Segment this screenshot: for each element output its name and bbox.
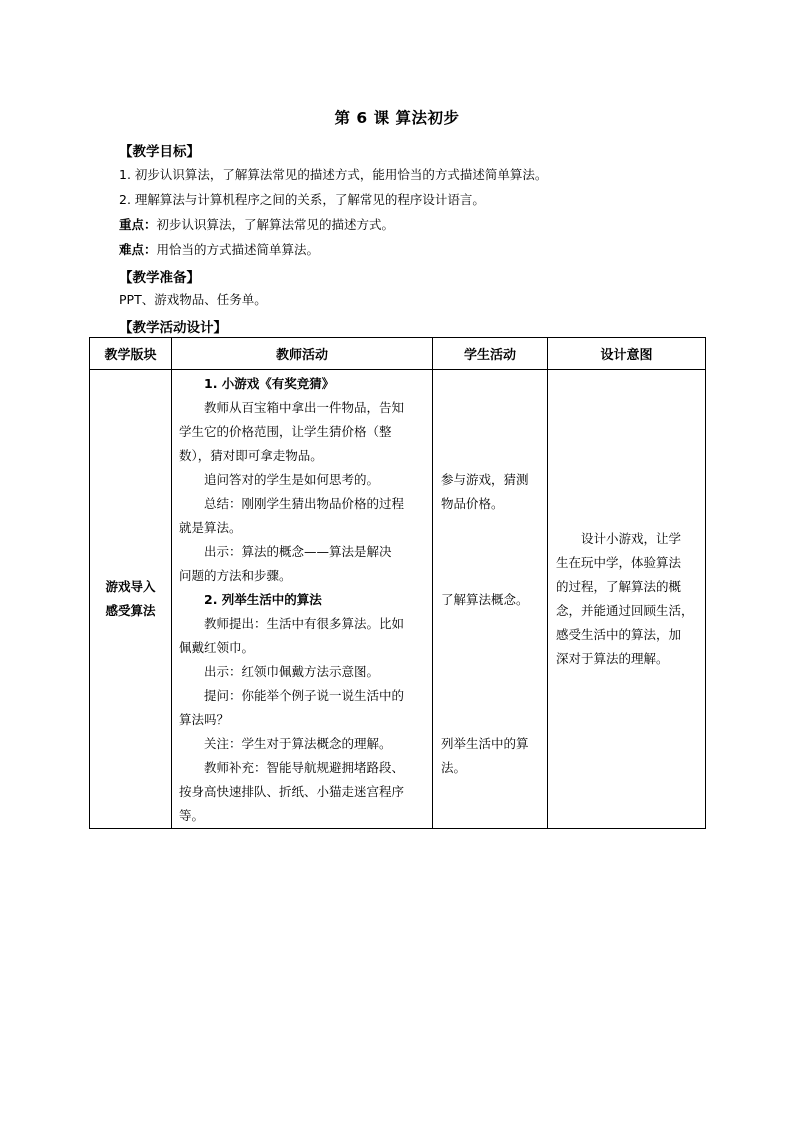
teacher-step-heading-1: 1. 小游戏《有奖竞猜》 <box>204 376 335 391</box>
column-header-teacher: 教师活动 <box>172 338 433 370</box>
teacher-line: 问题的方法和步骤。 <box>179 568 292 583</box>
objective-item-2: 2. 理解算法与计算机程序之间的关系，了解常见的程序设计语言。 <box>119 192 485 207</box>
teacher-line: 佩戴红领巾。 <box>179 640 255 655</box>
difficulty-point <box>119 242 319 258</box>
student-note-1 <box>441 468 529 516</box>
difficulty-point-text: 用恰当的方式描述简单算法。 <box>156 242 320 257</box>
key-point-text: 初步认识算法，了解算法常见的描述方式。 <box>156 217 395 232</box>
teacher-step-heading-2: 2. 列举生活中的算法 <box>204 592 322 607</box>
design-line: 感受生活中的算法，加 <box>556 627 682 642</box>
table-row <box>90 370 706 829</box>
column-header-module: 教学版块 <box>90 338 172 370</box>
teacher-line: 教师补充：智能导航规避拥堵路段、 <box>204 760 405 775</box>
activity-table <box>89 337 706 829</box>
teacher-line: 算法吗？ <box>179 712 230 727</box>
design-line: 设计小游戏，让学 <box>581 531 682 546</box>
table-header-row <box>90 338 706 370</box>
module-name-line1: 游戏导入 <box>105 579 156 594</box>
teacher-line: 追问答对的学生是如何思考的。 <box>204 472 380 487</box>
teacher-line: 就是算法。 <box>179 520 242 535</box>
teacher-line: 总结：刚刚学生猜出物品价格的过程 <box>204 496 405 511</box>
student-note-line: 了解算法概念。 <box>441 592 529 607</box>
design-line: 念，并能通过回顾生活， <box>556 603 694 618</box>
teacher-line: 学生它的价格范围，让学生猜价格（整 <box>179 424 392 439</box>
teacher-line: 关注：学生对于算法概念的理解。 <box>204 736 392 751</box>
preparation-text: PPT、游戏物品、任务单。 <box>119 292 267 307</box>
teacher-line: 教师提出：生活中有很多算法。比如 <box>204 616 405 631</box>
teacher-line: 等。 <box>179 808 205 823</box>
teacher-line: 教师从百宝箱中拿出一件物品，告知 <box>204 400 405 415</box>
teacher-activity-cell <box>172 370 433 829</box>
key-point <box>119 217 394 233</box>
preparation-heading: 【教学准备】 <box>119 270 200 286</box>
design-line: 生在玩中学，体验算法 <box>556 555 682 570</box>
design-line: 深对于算法的理解。 <box>556 651 669 666</box>
student-note-line: 物品价格。 <box>441 496 504 511</box>
student-note-2 <box>441 588 529 612</box>
teacher-line: 提问：你能举个例子说一说生活中的 <box>204 688 405 703</box>
module-name-line2: 感受算法 <box>105 603 156 618</box>
design-intent-cell <box>548 370 706 829</box>
teacher-line: 按身高快速排队、折纸、小猫走迷宫程序 <box>179 784 405 799</box>
column-header-intent: 设计意图 <box>548 338 706 370</box>
teacher-line: 出示：算法的概念——算法是解决 <box>204 544 392 559</box>
activity-design-heading: 【教学活动设计】 <box>119 320 227 336</box>
student-activity-cell <box>433 370 548 829</box>
module-cell <box>90 370 172 829</box>
difficulty-point-label: 难点： <box>119 242 157 257</box>
objective-item-1: 1. 初步认识算法，了解算法常见的描述方式，能用恰当的方式描述简单算法。 <box>119 167 548 182</box>
student-note-line: 参与游戏，猜测 <box>441 472 529 487</box>
teacher-line: 数），猜对即可拿走物品。 <box>179 448 323 463</box>
student-note-line: 列举生活中的算 <box>441 736 529 751</box>
design-line: 的过程，了解算法的概 <box>556 579 682 594</box>
objectives-heading: 【教学目标】 <box>119 144 200 160</box>
student-note-3 <box>441 732 529 780</box>
page-title: 第 6 课 算法初步 <box>334 109 460 127</box>
key-point-label: 重点： <box>119 217 157 232</box>
column-header-student: 学生活动 <box>433 338 548 370</box>
student-note-line: 法。 <box>441 760 467 775</box>
teacher-line: 出示：红领巾佩戴方法示意图。 <box>204 664 380 679</box>
